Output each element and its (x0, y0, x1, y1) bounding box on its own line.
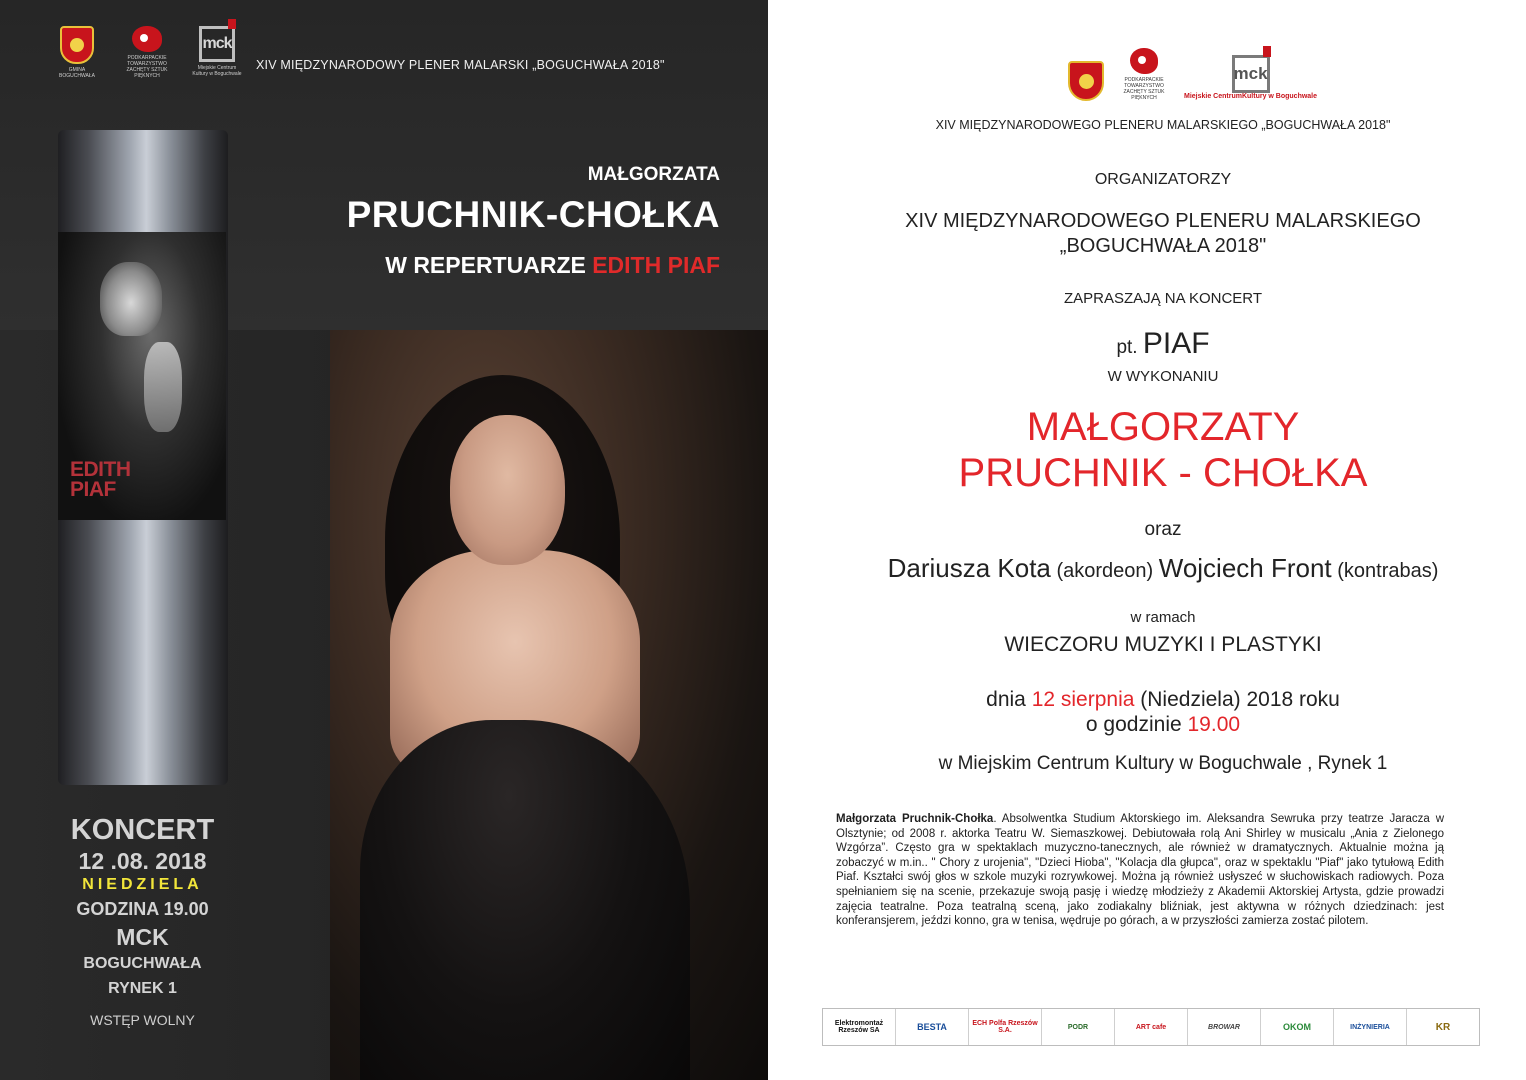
within-label: w ramach (1130, 609, 1196, 626)
and-label: oraz (1144, 519, 1182, 540)
concert-time: GODZINA 19.00 (76, 899, 209, 919)
evening-title: WIECZORU MUZYKI I PLASTYKI (1004, 633, 1322, 656)
invite-line: ZAPRASZAJĄ NA KONCERT (1063, 290, 1263, 307)
mck-logo-icon: mck (1232, 55, 1270, 93)
musicians-line: Dariusza Kota (akordeon) Wojciech Front (kontrabas) (887, 553, 1439, 583)
venue-short: MCK (116, 924, 169, 950)
poster-plener-title: XIV MIĘDZYNARODOWY PLENER MALARSKI „BOGUCHWAŁA 2018" (256, 58, 665, 72)
concert-day: NIEDZIELA (82, 876, 203, 893)
sponsor-logo: ECH Polfa Rzeszów S.A. (969, 1009, 1042, 1045)
concert-date: 12 .08. 2018 (78, 848, 207, 874)
document-logos (1068, 48, 1317, 101)
poster-repertoire-name: EDITH PIAF (592, 252, 720, 278)
plener-header: XIV MIĘDZYNARODOWEGO PLENERU MALARSKIEGO „BOGUCHWAŁA 2018" (935, 118, 1391, 132)
plener-title: XIV MIĘDZYNARODOWEGO PLENERU MALARSKIEGO „BOGUCHWAŁA 2018" (905, 210, 1421, 257)
sponsor-logo: INŻYNIERIA (1334, 1009, 1407, 1045)
poster-logos (52, 26, 242, 79)
performed-by-label: W WYKONANIU (1107, 368, 1219, 385)
poster-concert-details (30, 812, 255, 1028)
gmina-logo: GMINA BOGUCHWAŁA (52, 26, 102, 79)
poster-artist-first-name: MAŁGORZATA (587, 164, 720, 185)
sponsor-logo: BESTA (896, 1009, 969, 1045)
venue-line: w Miejskim Centrum Kultury w Boguchwale , Rynek 1 (938, 753, 1388, 774)
sponsor-logo: BROWAR (1188, 1009, 1261, 1045)
sponsor-logo: ART cafe (1115, 1009, 1188, 1045)
sponsor-logos-strip (822, 1008, 1480, 1046)
sponsor-logo: Elektromontaż Rzeszów SA (823, 1009, 896, 1045)
poster-repertoire-line: W REPERTUARZE EDITH PIAF (385, 252, 720, 278)
coat-of-arms-icon (60, 26, 94, 64)
edith-piaf-caption: EDITH PIAF (70, 458, 131, 501)
poster-artist-surname: PRUCHNIK-CHOŁKA (346, 194, 720, 235)
mck-logo: mck Miejskie Centrum Kultury w Boguchwale (192, 26, 242, 77)
date-line: dnia 12 sierpnia (Niedziela) 2018 roku (986, 688, 1340, 711)
invitation-document (800, 0, 1526, 1080)
society-logo: PODKARPACKIE TOWARZYSTWO ZACHĘTY SZTUK PIĘKNYCH (122, 26, 172, 79)
singer-portrait-photo (330, 330, 768, 1080)
admission-note: WSTĘP WOLNY (90, 1012, 195, 1028)
palette-icon (1130, 48, 1158, 74)
mck-logo: mck Miejskie CentrumKultury w Boguchwale (1184, 55, 1317, 101)
coat-of-arms-icon (1068, 61, 1104, 101)
venue-address: RYNEK 1 (108, 980, 177, 997)
time-line: o godzinie 19.00 (1085, 713, 1241, 736)
sponsor-logo: OKOM (1261, 1009, 1334, 1045)
venue-town: BOGUCHWAŁA (83, 955, 202, 972)
society-logo: PODKARPACKIE TOWARZYSTWO ZACHĘTY SZTUK PIĘKNYCH (1120, 48, 1168, 101)
mck-logo-icon: mck (199, 26, 235, 62)
concert-label: KONCERT (70, 814, 215, 846)
artist-name: MAŁGORZATY PRUCHNIK - CHOŁKA (958, 405, 1368, 495)
organizers-label: ORGANIZATORZY (1094, 171, 1232, 188)
sponsor-logo: PODR (1042, 1009, 1115, 1045)
artist-biography: Małgorzata Pruchnik-Chołka. Absolwentka Studium Aktorskiego im. Aleksandra Sewruka przy teatrze Jaracza w Olsztynie; od 2008 r. aktorka Teatru W. Siemaszkowej. Debiutowała rolą Ani Shirley w musicalu „Ania z Zielonego Wzgórza”. Często gra w spektaklach muzyczno-tanecznych, ale również w dramatycznych. Aktualnie można ją zobaczyć w m.in.. " Chory z urojenia", "Dzieci Hioba", "Kolacja dla głupca", oraz w spektaklu "Piaf" jako tytułową Edith Piaf. Kształci swój głos w szkole muzyki rozrywkowej. Można ją również usłyszeć w słuchowiskach radiowych. Poza spełnianiem się na scenie, przekazuje swoją pasję i wiedzę młodzieży z Akademii Aktorskiej Artysta, gdzie prowadzi zajęcia teatralne. Poza teatralną sceną, jako zodiakalny bliźniak, jest aktywna w różnych dziedzinach: jest konferansjerem, jeździ konno, gra w tenisa, wędruje po górach, a w przyszłości zamierza zostać pilotem. (836, 813, 1444, 928)
concert-title: pt. PIAF (1116, 327, 1210, 360)
sponsor-logo: KR (1435, 1021, 1451, 1033)
palette-icon (132, 26, 162, 52)
